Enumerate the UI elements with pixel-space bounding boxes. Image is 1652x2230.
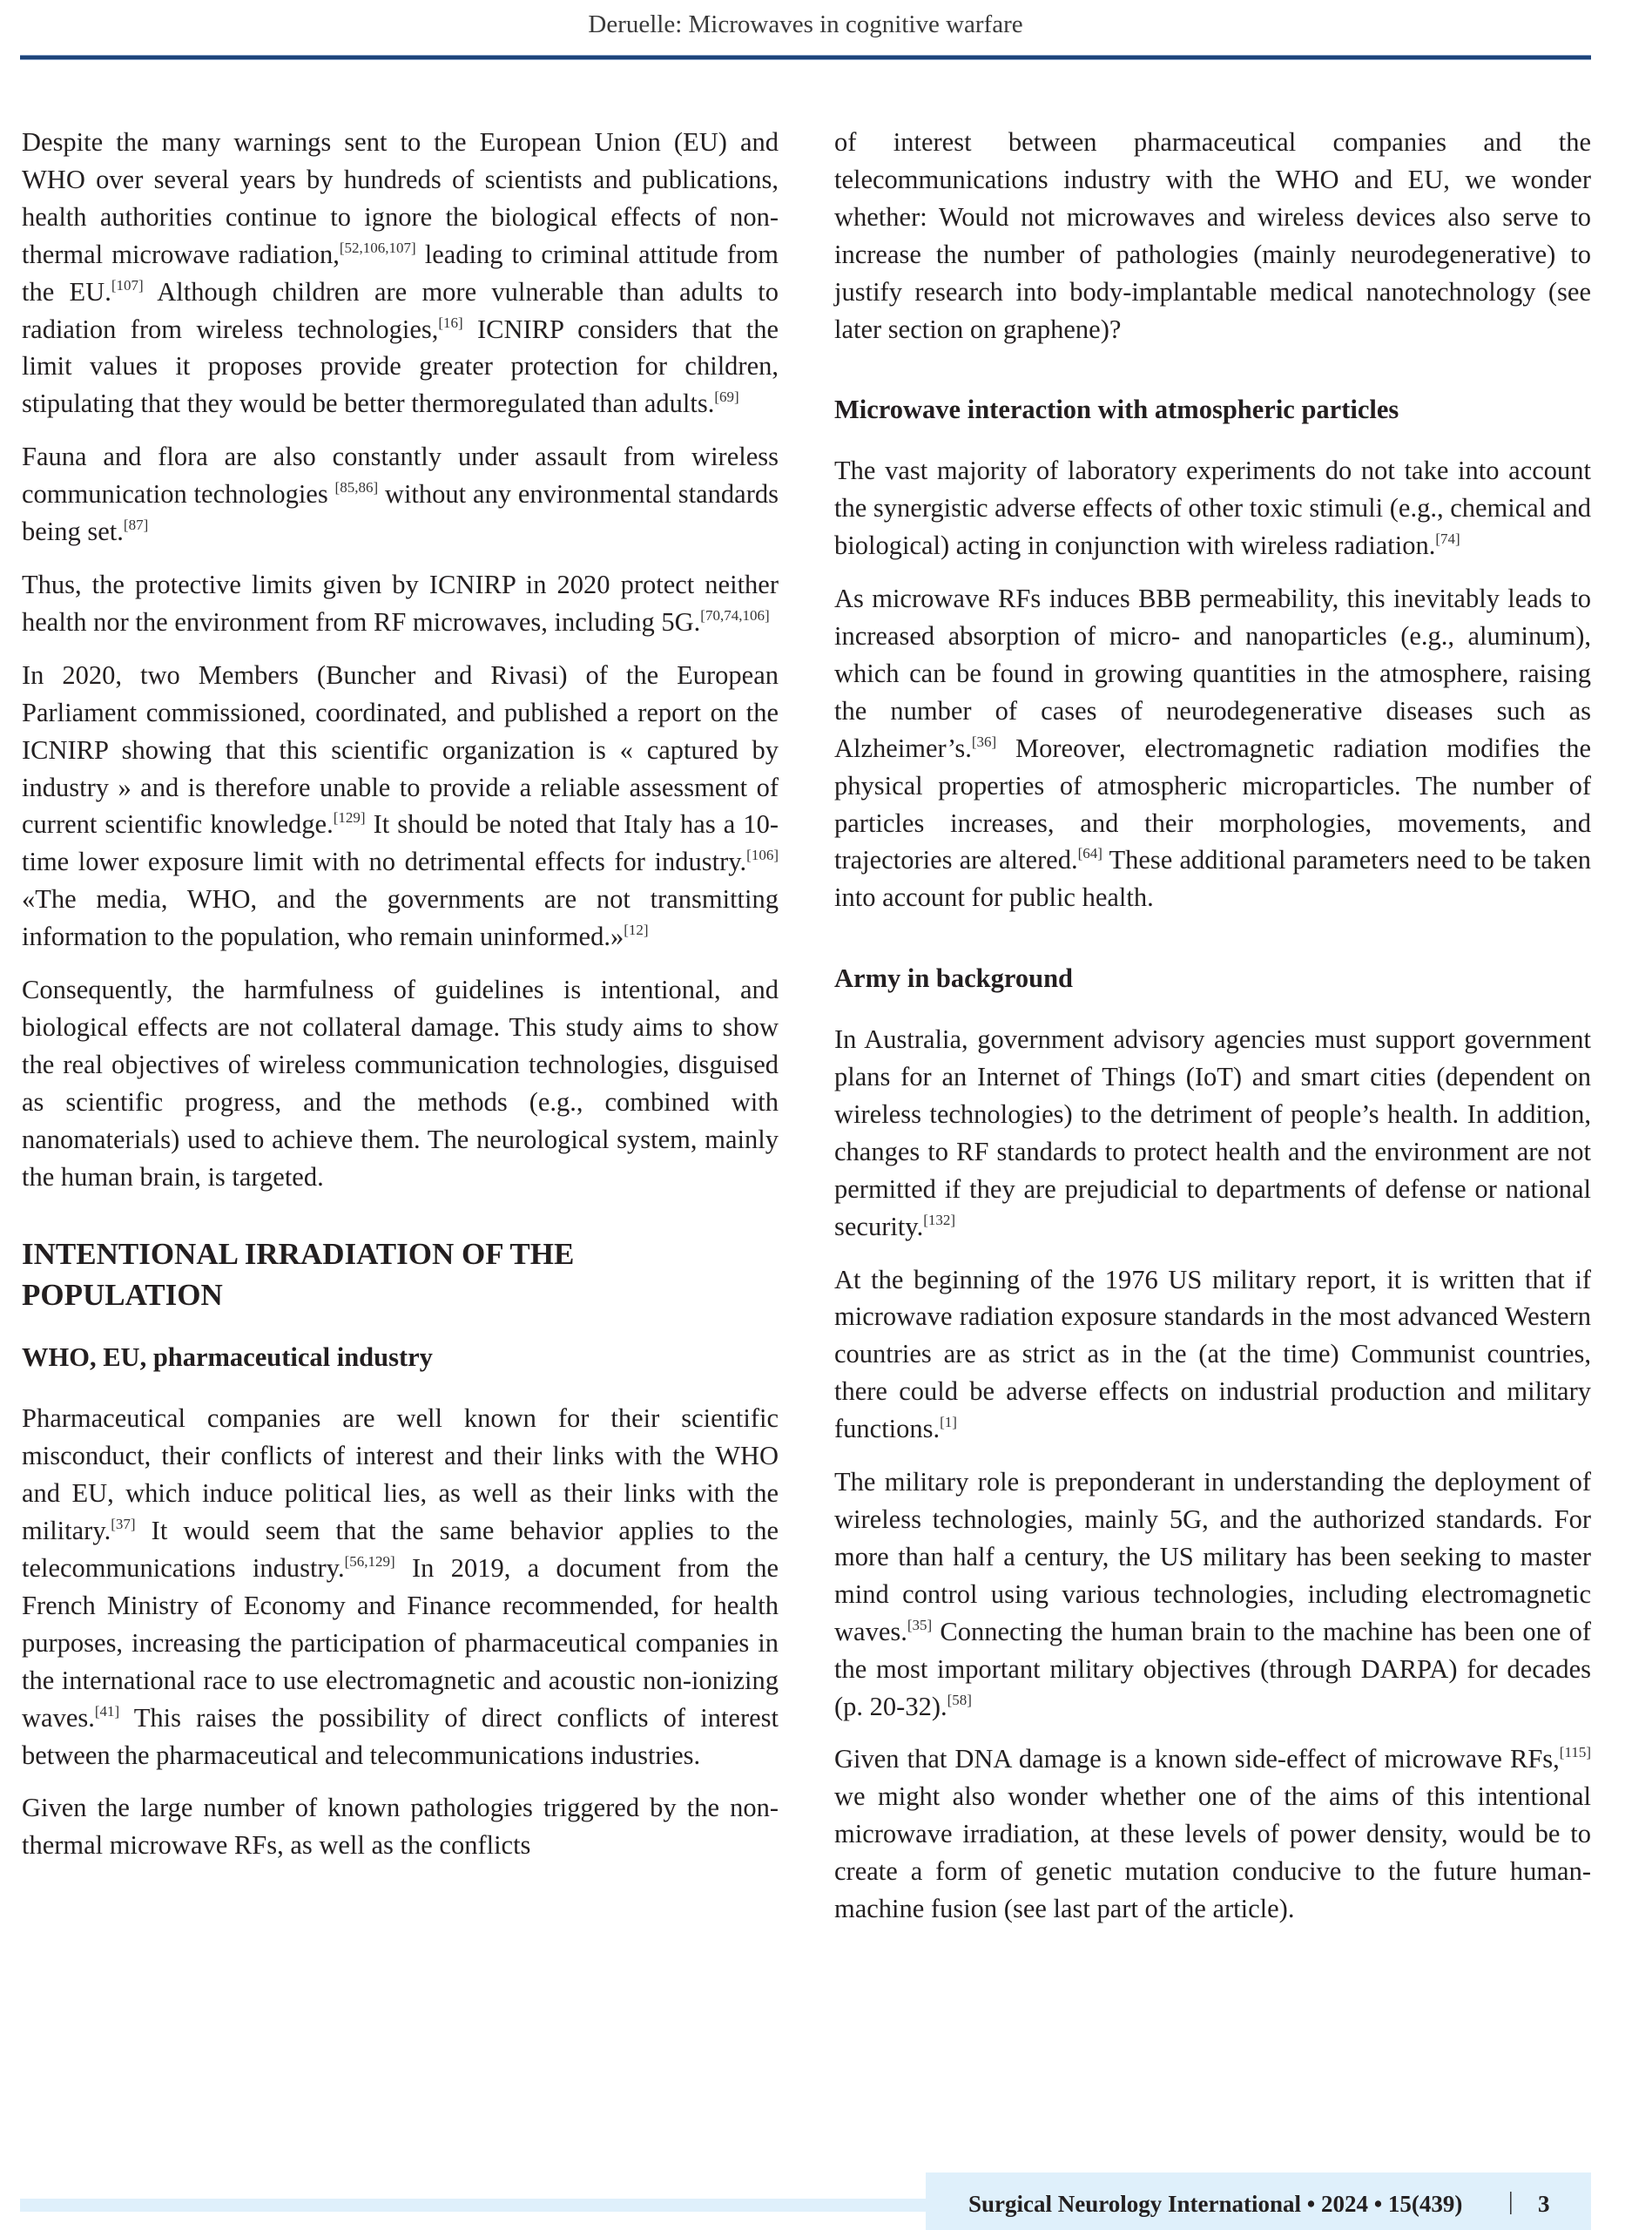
- paragraph-text: In Australia, government advisory agencies must support government plans for an Internet of Things (IoT) and smart cities (dependent on wireless technologies) to the detriment of people’s health. In addition, changes to RF standards to protect health and the environment are not permitted if they are prejudicial to departments of defense or national security.: [834, 1024, 1591, 1241]
- paragraph-text: without any environmental standards being set.: [22, 479, 779, 547]
- citation-reference[interactable]: [69]: [714, 389, 739, 406]
- citation-reference[interactable]: [64]: [1077, 845, 1102, 862]
- subsection-heading: Microwave interaction with atmospheric particles: [834, 395, 1399, 425]
- header-rule: [20, 55, 1591, 60]
- paragraph-text: Thus, the protective limits given by ICNIRP in 2020 protect neither health nor the environment from RF microwaves, including 5G.: [22, 569, 779, 637]
- citation-reference[interactable]: [106]: [746, 847, 779, 864]
- subsection-heading: WHO, EU, pharmaceutical industry: [22, 1342, 433, 1373]
- paragraph-text: leading to criminal attitude from the EU.: [22, 239, 779, 307]
- paragraph-text: In 2020, two Members (Buncher and Rivasi) of the European Parliament commissioned, coordinated, and published a report on the ICNIRP showing that this scientific organization is « captured by industry » and is therefore unable to provide a reliable assessment of current scientific knowledge.: [22, 659, 779, 840]
- body-paragraph: [834, 1463, 1591, 1725]
- body-paragraph: [22, 124, 779, 422]
- body-paragraph: [834, 1021, 1591, 1245]
- paragraph-text: Given the large number of known pathologies triggered by the non-thermal microwave RFs, as well as the conflicts: [22, 1793, 779, 1861]
- citation-reference[interactable]: [16]: [438, 314, 463, 331]
- citation-reference[interactable]: [132]: [923, 1211, 956, 1228]
- body-paragraph: [22, 971, 779, 1195]
- citation-reference[interactable]: [56,129]: [344, 1553, 395, 1570]
- paragraph-text: «The media, WHO, and the governments are not transmitting information to the population, who remain uninformed.»: [22, 884, 779, 952]
- paragraph-text: The vast majority of laboratory experiments do not take into account the synergistic adverse effects of other toxic stimuli (e.g., chemical and biological) acting in conjunction with wireless radiation.: [834, 456, 1591, 561]
- body-paragraph: [22, 1789, 779, 1864]
- citation-reference[interactable]: [12]: [624, 922, 649, 939]
- paragraph-text: These additional parameters need to be taken into account for public health.: [834, 845, 1591, 913]
- citation-reference[interactable]: [74]: [1435, 530, 1460, 548]
- right-column: [834, 124, 1591, 1943]
- paragraph-text: Pharmaceutical companies are well known for their scientific misconduct, their conflicts of interest and their links with the WHO and EU, which induce political lies, as well as their links with the military.: [22, 1403, 779, 1546]
- citation-reference[interactable]: [115]: [1559, 1744, 1591, 1761]
- subsection-heading: Army in background: [834, 963, 1073, 994]
- citation-reference[interactable]: [35]: [907, 1616, 933, 1633]
- footer-journal-citation: Surgical Neurology International • 2024 • 15(439): [968, 2191, 1463, 2217]
- paragraph-text: we might also wonder whether one of the aims of this intentional microwave irradiation, at these levels of power density, would be to create a form of genetic mutation conducive to the future human-machine fusion (see last part of the article).: [834, 1781, 1591, 1924]
- paragraph-text: The military role is preponderant in understanding the deployment of wireless technologies, mainly 5G, and the authorized standards. For more than half a century, the US military has been seeking to master mind control using various technologies, including electromagnetic waves.: [834, 1467, 1591, 1646]
- citation-reference[interactable]: [41]: [94, 1702, 120, 1720]
- paragraph-text: Given that DNA damage is a known side-effect of microwave RFs,: [834, 1744, 1560, 1774]
- body-paragraph: [834, 124, 1591, 348]
- citation-reference[interactable]: [52,106,107]: [339, 239, 416, 256]
- paragraph-text: In 2019, a document from the French Ministry of Economy and Finance recommended, for health purposes, increasing the participation of pharmaceutical companies in the international race to use electromagnetic and acoustic non-ionizing waves.: [22, 1553, 779, 1733]
- body-paragraph: [834, 1740, 1591, 1928]
- paragraph-text: ICNIRP considers that the limit values it proposes provide greater protection for children, stipulating that they would be better thermoregulated than adults.: [22, 314, 779, 419]
- body-paragraph: [834, 452, 1591, 564]
- paragraph-text: This raises the possibility of direct conflicts of interest between the pharmaceutical and telecommunications industries.: [22, 1702, 779, 1770]
- body-paragraph: [834, 1261, 1591, 1449]
- paragraph-text: It would seem that the same behavior applies to the telecommunications industry.: [22, 1516, 779, 1583]
- paragraph-text: At the beginning of the 1976 US military report, it is written that if microwave radiation exposure standards in the most advanced Western countries are as strict as in the (at the time) Communist countries, there could be adverse effects on industrial production and military functions.: [834, 1264, 1591, 1444]
- body-paragraph: [22, 1400, 779, 1774]
- paragraph-text: Consequently, the harmfulness of guidelines is intentional, and biological effects are not collateral damage. This study aims to show the real objectives of wireless communication technologies, disguised as scientific progress, and the methods (e.g., combined with nanomaterials) used to achieve them. The neurological system, mainly the human brain, is targeted.: [22, 975, 779, 1192]
- citation-reference[interactable]: [36]: [971, 733, 997, 750]
- citation-reference[interactable]: [87]: [123, 517, 149, 534]
- citation-reference[interactable]: [58]: [947, 1691, 972, 1708]
- body-paragraph: [834, 580, 1591, 916]
- running-head-title: Deruelle: Microwaves in cognitive warfare: [588, 10, 1023, 38]
- paragraph-text: Despite the many warnings sent to the European Union (EU) and WHO over several years by hundreds of scientists and publications, health authorities continue to ignore the biological effects of non-thermal microwave radiation,: [22, 127, 779, 269]
- paragraph-text: of interest between pharmaceutical companies and the telecommunications industry with the WHO and EU, we wonder whether: Would not microwaves and wireless devices also serve to increase the number of pathologies (mainly neurodegenerative) to justify research into body-implantable medical nanotechnology (see later section on graphene)?: [834, 127, 1591, 344]
- citation-reference[interactable]: [129]: [333, 809, 366, 827]
- footer-band: [20, 2199, 930, 2212]
- footer-separator: |: [1508, 2188, 1514, 2215]
- paragraph-text: Connecting the human brain to the machine has been one of the most important military objectives (through DARPA) for decades (p. 20-32).: [834, 1616, 1591, 1721]
- paragraph-text: Although children are more vulnerable than adults to radiation from wireless technologies,: [22, 276, 779, 344]
- citation-reference[interactable]: [85,86]: [334, 479, 379, 497]
- paragraph-text: Fauna and flora are also constantly under assault from wireless communication technologies: [22, 442, 779, 510]
- section-heading: INTENTIONAL IRRADIATION OF THE POPULATION: [22, 1237, 575, 1313]
- paragraph-text: As microwave RFs induces BBB permeability, this inevitably leads to increased absorption of micro- and nanoparticles (e.g., aluminum), which can be found in growing quantities in the atmosphere, raising the number of cases of neurodegenerative diseases such as Alzheimer’s.: [834, 584, 1591, 763]
- citation-reference[interactable]: [37]: [111, 1516, 136, 1533]
- paragraph-text: It should be noted that Italy has a 10-time lower exposure limit with no detrimental effects for industry.: [22, 809, 779, 877]
- page-number: 3: [1538, 2191, 1550, 2217]
- body-paragraph: [22, 566, 779, 641]
- body-paragraph: [22, 438, 779, 551]
- citation-reference[interactable]: [70,74,106]: [700, 606, 770, 624]
- body-paragraph: [22, 657, 779, 956]
- citation-reference[interactable]: [1]: [940, 1414, 957, 1431]
- citation-reference[interactable]: [107]: [111, 276, 144, 294]
- left-column: [22, 124, 779, 1880]
- paragraph-text: Moreover, electromagnetic radiation modifies the physical properties of atmospheric microparticles. The number of particles increases, and their morphologies, movements, and trajectories are altered.: [834, 733, 1591, 875]
